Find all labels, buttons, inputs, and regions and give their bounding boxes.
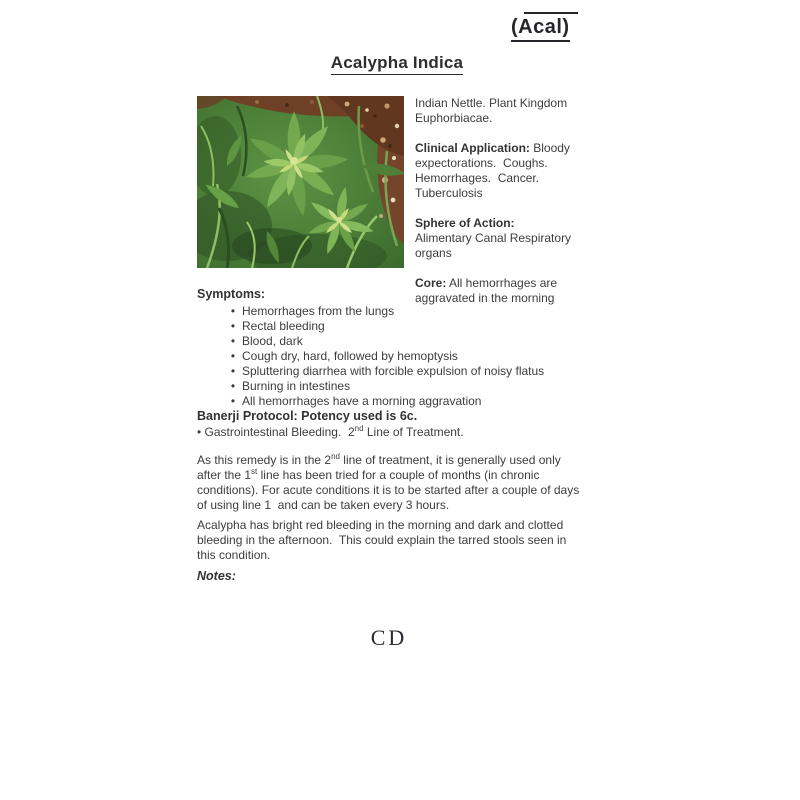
cd-mark: CD [370,625,408,650]
symptom-text: Cough dry, hard, followed by hemoptysis [242,349,458,363]
clinical-application-label: Clinical Application: [415,141,530,155]
list-item [197,379,597,394]
list-item [197,304,597,319]
bullet-icon: • [230,364,236,378]
photo-and-info-row [197,96,597,306]
cd-mark-container [197,625,581,651]
banerji-protocol-section [197,409,597,440]
core-label: Core: [415,276,447,290]
list-item [197,349,597,364]
corner-abbreviation: (Acal) [511,16,570,42]
list-item [197,334,597,349]
sphere-of-action-label: Sphere of Action: [415,216,515,230]
corner-rule [524,12,578,14]
list-item [197,394,597,409]
bullet-icon: • [230,394,236,408]
sphere-of-action-text: Alimentary Canal Respiratory organs [415,231,572,260]
banerji-bullet-text-end: Line of Treatment. [363,425,464,439]
bullet-icon: • [230,349,236,363]
banerji-bullet-line [197,425,597,440]
ordinal-superscript: nd [354,424,364,433]
symptom-text: Blood, dark [242,334,303,348]
remedy-info-column [415,96,597,306]
list-item [197,319,597,334]
treatment-line-paragraph [197,453,581,513]
symptom-text: Spluttering diarrhea with forcible expulsion of noisy flatus [242,364,545,378]
title-container [197,53,597,75]
banerji-bullet-text: • Gastrointestinal Bleeding. 2 [197,425,355,439]
notes-label: Notes: [197,569,236,583]
paragraph-text: line of treatment, it is generally used only after the 1 [197,453,561,482]
clinical-application-text: Bloody expectorations. Coughs. Hemorrhages. Cancer. Tuberculosis [415,141,570,200]
ordinal-superscript: nd [331,452,340,461]
paragraph-text: line has been tried for a couple of months (in chronic conditions). For acute conditions it is to be started after a couple of days of using line 1 and can be taken every 3 hours. [197,468,580,512]
symptoms-list [197,304,597,409]
bleeding-pattern-paragraph: Acalypha has bright red bleeding in the morning and dark and clotted bleeding in the afternoon. This could explain the tarred stools seen in this condition. [197,518,567,562]
symptom-text: Rectal bleeding [242,319,325,333]
core-text: All hemorrhages are aggravated in the morning [415,276,558,305]
symptom-text: All hemorrhages have a morning aggravation [242,394,482,408]
symptom-text: Hemorrhages from the lungs [242,304,395,318]
bullet-icon: • [230,334,236,348]
page-title: Acalypha Indica [331,53,463,75]
bullet-icon: • [230,379,236,393]
symptoms-heading: Symptoms: [197,287,266,301]
clinical-application [415,141,597,201]
paragraph-text: As this remedy is in the 2 [197,453,332,467]
list-item [197,364,597,379]
acalypha-indica-plant-photo [197,96,404,268]
symptoms-section [197,287,597,409]
sphere-of-action [415,216,597,261]
plant-photo-illustration [197,96,404,268]
ordinal-superscript: st [251,467,258,476]
bullet-icon: • [230,319,236,333]
bullet-icon: • [230,304,236,318]
intro-text: Indian Nettle. Plant Kingdom Euphorbiacae. [415,96,568,125]
banerji-heading: Banerji Protocol: Potency used is 6c. [197,409,418,423]
symptom-text: Burning in intestines [242,379,351,393]
